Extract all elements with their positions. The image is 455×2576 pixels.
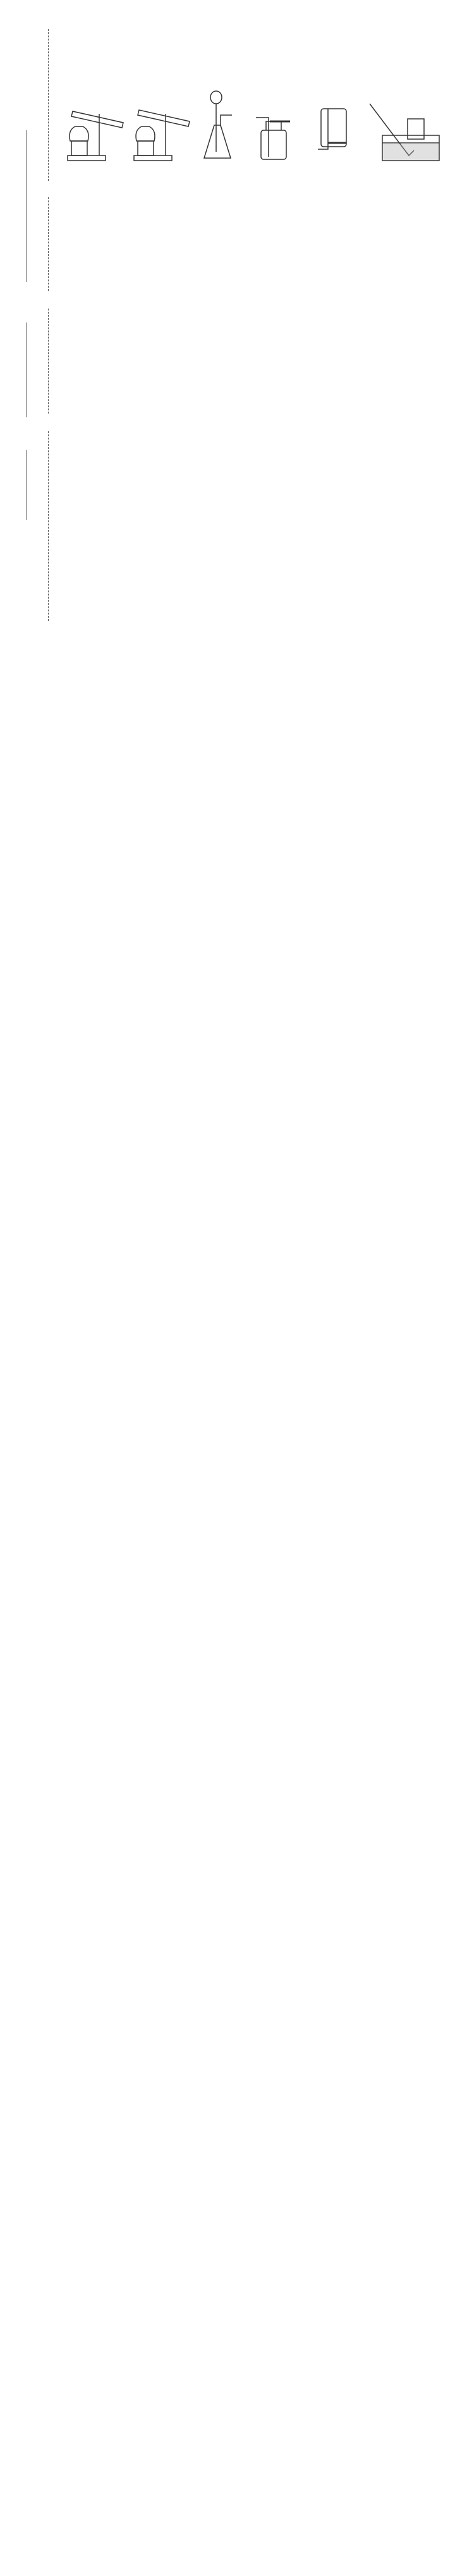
binding-dash-line	[48, 309, 49, 414]
apparatus-figure-a-f	[60, 81, 446, 169]
binding-dash-line	[48, 197, 49, 291]
binding-dash-line	[48, 29, 49, 181]
binding-dash-line	[48, 431, 49, 621]
